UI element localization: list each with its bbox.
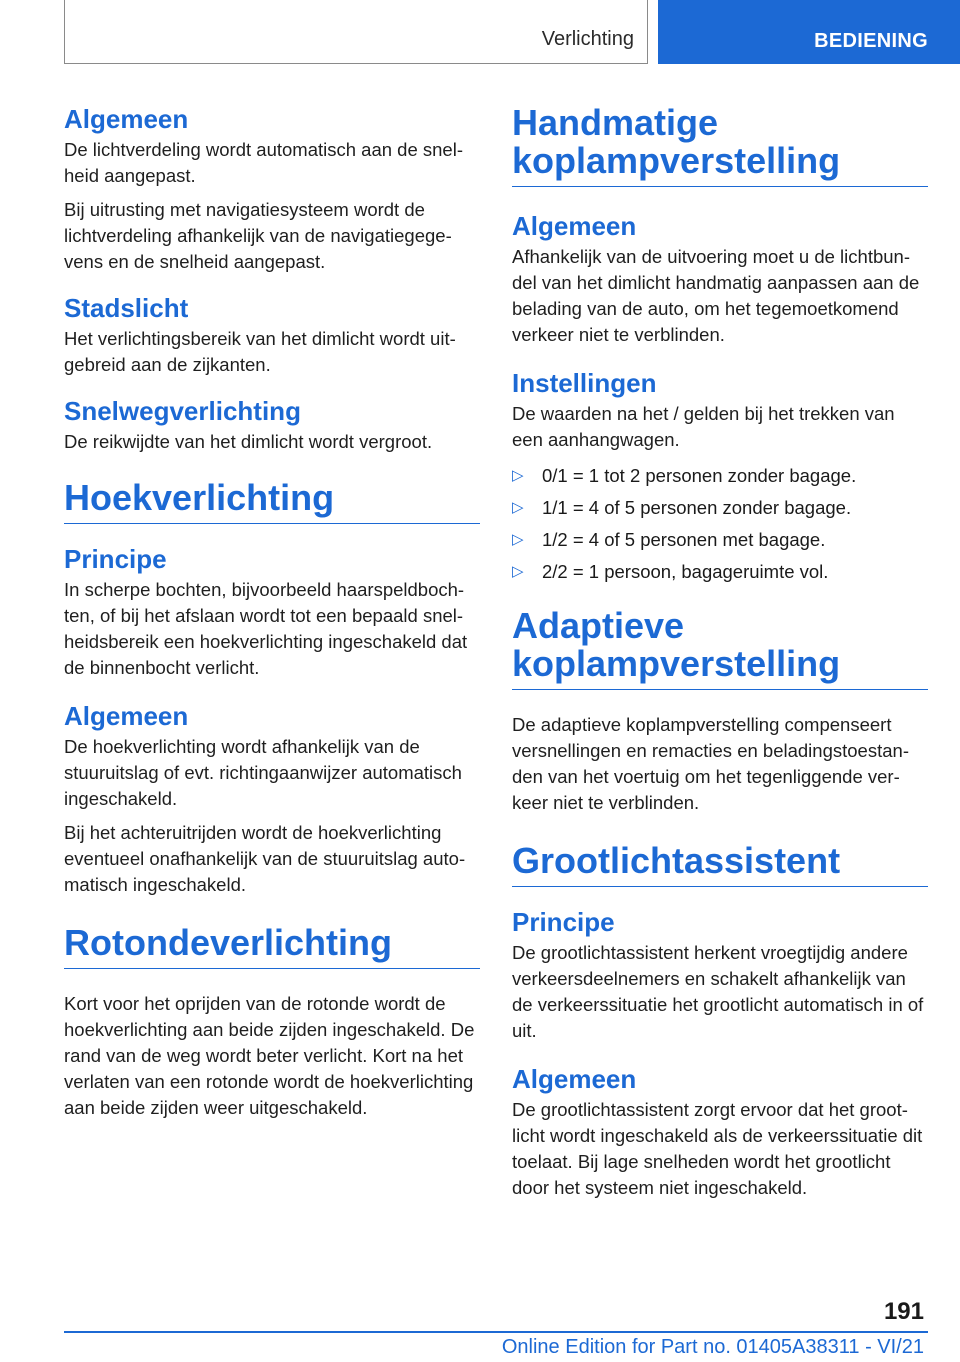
paragraph: De grootlichtassistent herkent vroegtijdig andere verkeersdeelnemers en schakelt afhankelijk van de verkeerssituatie het grootlicht automatisch in of uit. bbox=[512, 942, 924, 1041]
paragraph: Afhankelijk van de uitvoering moet u de lichtbundel van het dimlicht handmatig aanpassen aan de belading van de auto, om het tegemoetkomend verkeer niet te verblinden. bbox=[512, 246, 920, 345]
heading-rotondeverlichting: Rotondeverlichting bbox=[64, 924, 480, 969]
edition-text: Online Edition for Part no. 01405A38311 - VI/21 bbox=[501, 1336, 924, 1358]
heading-hoekverlichting: Hoekverlichting bbox=[64, 479, 480, 524]
paragraph: De grootlichtassistent zorgt ervoor dat het grootlicht wordt ingeschakeld als de verkeerssituatie dit toelaat. Bij lage snelheden wordt het grootlicht door het systeem niet ingeschakeld. bbox=[512, 1099, 923, 1198]
page-number: 191 bbox=[883, 1298, 924, 1325]
paragraph: De waarden na het / gelden bij het trekken van een aanhangwagen. bbox=[512, 403, 895, 450]
heading-grootlichtassistent: Grootlichtassistent bbox=[512, 842, 928, 887]
settings-list bbox=[512, 463, 928, 585]
heading-handmatige-koplampverstelling: Handmatige koplampverstelling bbox=[512, 104, 928, 187]
paragraph: De hoekverlichting wordt afhankelijk van de stuuruitslag of evt. richtingaanwijzer automatisch ingeschakeld. bbox=[64, 736, 462, 809]
paragraph: Het verlichtingsbereik van het dimlicht wordt uitgebreid aan de zijkanten. bbox=[64, 328, 456, 375]
heading-adaptieve-koplampverstelling: Adaptieve koplampverstelling bbox=[512, 607, 928, 690]
heading-principe-2: Principe bbox=[512, 907, 615, 937]
triangle-bullet-icon: ▷ bbox=[512, 531, 524, 548]
paragraph: De lichtverdeling wordt automatisch aan de snelheid aangepast. bbox=[64, 139, 463, 186]
list-item: ▷ 1/2 = 4 of 5 personen met bagage. bbox=[512, 527, 928, 553]
paragraph: Bij uitrusting met navigatiesysteem wordt de lichtverdeling afhankelijk van de navigatiegegevens en de snelheid aangepast. bbox=[64, 199, 452, 272]
paragraph: Bij het achteruitrijden wordt de hoekverlichting eventueel onafhankelijk van de stuuruitslag automatisch ingeschakeld. bbox=[64, 822, 466, 895]
heading-principe: Principe bbox=[64, 544, 167, 574]
paragraph: De reikwijdte van het dimlicht wordt vergroot. bbox=[64, 431, 433, 452]
triangle-bullet-icon: ▷ bbox=[512, 467, 524, 484]
list-item: ▷ 0/1 = 1 tot 2 personen zonder bagage. bbox=[512, 463, 928, 489]
heading-algemeen: Algemeen bbox=[64, 104, 189, 134]
list-item: ▷ 2/2 = 1 persoon, bagageruimte vol. bbox=[512, 559, 928, 585]
footer-divider bbox=[64, 1331, 928, 1333]
section-tab-label: BEDIENING bbox=[814, 30, 928, 52]
left-column bbox=[64, 104, 480, 1121]
paragraph: De adaptieve koplampverstelling compenseert versnellingen en remacties en beladingstoestanden van het voertuig om het tegenliggende verkeer niet te verblinden. bbox=[512, 714, 909, 813]
right-column bbox=[512, 104, 928, 1201]
section-tab bbox=[658, 0, 960, 64]
heading-algemeen-2: Algemeen bbox=[64, 701, 189, 731]
paragraph: In scherpe bochten, bijvoorbeeld haarspeldbochten, of bij het afslaan wordt tot een bepaald snelheidsbereik een hoekverlichting ingeschakeld dat de binnenbocht verlicht. bbox=[64, 579, 468, 678]
chapter-title: Verlichting bbox=[541, 28, 634, 50]
triangle-bullet-icon: ▷ bbox=[512, 499, 524, 516]
list-item: ▷ 1/1 = 4 of 5 personen zonder bagage. bbox=[512, 495, 928, 521]
heading-instellingen: Instellingen bbox=[512, 368, 657, 398]
heading-snelwegverlichting: Snelwegverlichting bbox=[64, 396, 301, 426]
paragraph: Kort voor het oprijden van de rotonde wordt de hoekverlichting aan beide zijden ingeschakeld. De rand van de weg wordt beter verlicht. Kort na het verlaten van een rotonde wordt de hoekverlichting aan beide zijden weer uitgeschakeld. bbox=[64, 993, 475, 1118]
heading-algemeen-3: Algemeen bbox=[512, 211, 637, 241]
heading-stadslicht: Stadslicht bbox=[64, 293, 189, 323]
triangle-bullet-icon: ▷ bbox=[512, 563, 524, 580]
heading-algemeen-4: Algemeen bbox=[512, 1064, 637, 1094]
